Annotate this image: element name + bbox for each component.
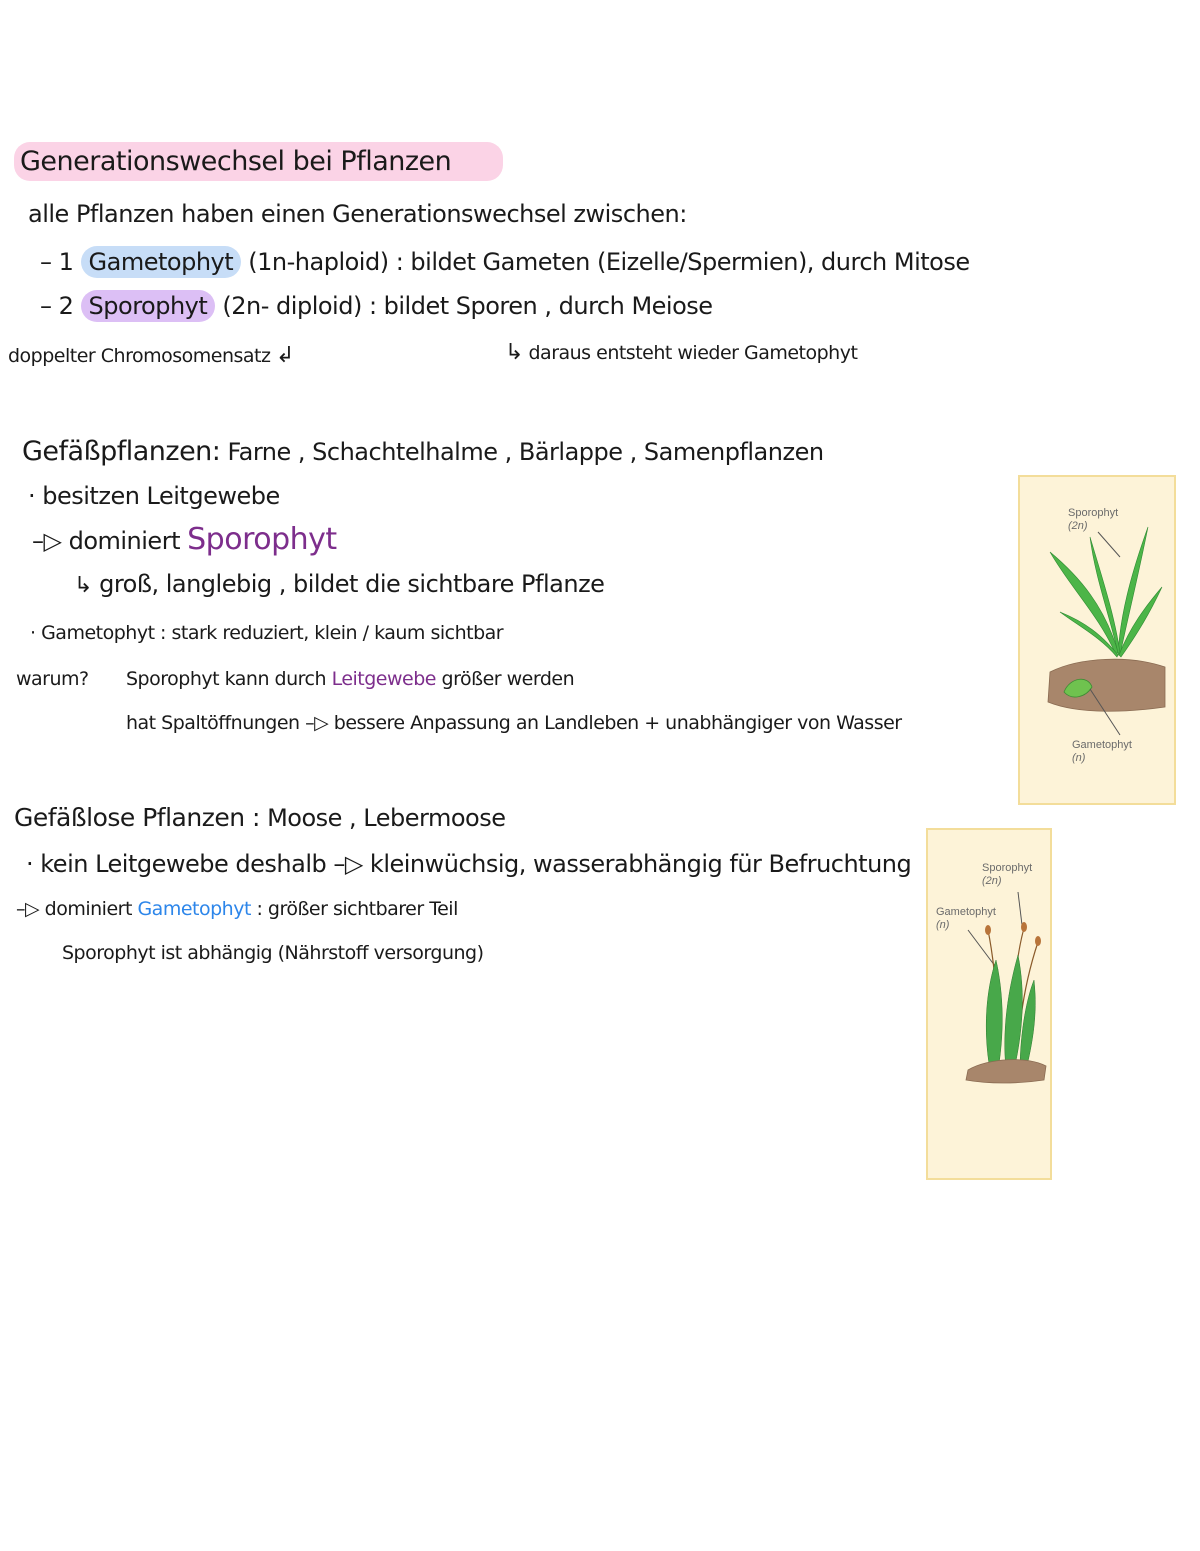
- why-line1-a: Sporophyt kann durch: [126, 668, 327, 690]
- fern-sporophyt-text: Sporophyt: [1068, 507, 1119, 519]
- section3-line2: [16, 898, 458, 920]
- moss-figure: [926, 828, 1052, 1180]
- item1-prefix: – 1: [40, 248, 74, 276]
- why-line1-term: Leitgewebe: [331, 668, 436, 690]
- section3-line2-term: Gametophyt: [137, 898, 251, 920]
- item1-term: Gametophyt: [81, 246, 242, 278]
- section3-line2-prefix: –▷ dominiert: [16, 898, 132, 920]
- section3-title-row: [14, 803, 505, 832]
- hook-arrow-icon: ↳: [505, 340, 523, 365]
- moss-illustration-icon: [928, 830, 1054, 1182]
- section3-title: Gefäßlose Pflanzen :: [14, 803, 260, 832]
- section1-title: Generationswechsel bei Pflanzen: [14, 142, 503, 181]
- fern-figure: [1018, 475, 1176, 805]
- section2-why-line1: [126, 668, 574, 690]
- section1-intro: alle Pflanzen haben einen Generationswechsel zwischen:: [28, 200, 687, 228]
- hook-arrow-icon: ↳: [74, 573, 92, 598]
- section1-item1: [40, 248, 970, 276]
- section3-title-rest: Moose , Lebermoose: [267, 804, 506, 832]
- section2-line3: [74, 570, 604, 598]
- why-line1-b: größer werden: [441, 668, 575, 690]
- fern-gametophyt-text: Gametophyt: [1072, 739, 1132, 751]
- hook-arrow-icon: ↲: [276, 343, 294, 368]
- fern-label-gametophyt: [1072, 739, 1132, 765]
- section2-line2: [32, 522, 337, 557]
- note-left-text: doppelter Chromosomensatz: [8, 345, 271, 367]
- section2-line1: · besitzen Leitgewebe: [28, 482, 280, 510]
- moss-gametophyt-text: Gametophyt: [936, 906, 996, 918]
- item2-rest: (2n- diploid) : bildet Sporen , durch Meiose: [222, 292, 713, 320]
- item2-prefix: – 2: [40, 292, 74, 320]
- section2-title-row: [22, 436, 824, 467]
- item2-term: Sporophyt: [81, 290, 216, 322]
- section2-title: Gefäßpflanzen:: [22, 436, 221, 467]
- section1-note-right: [505, 340, 857, 365]
- moss-sporophyt-text: Sporophyt: [982, 862, 1033, 874]
- section3-line1: · kein Leitgewebe deshalb –▷ kleinwüchsig, wasserabhängig für Befruchtung: [26, 850, 912, 878]
- moss-sporophyt-ploidy: (2n): [982, 875, 1002, 887]
- note-right-text: daraus entsteht wieder Gametophyt: [528, 342, 858, 364]
- section2-why-label: warum?: [16, 668, 89, 690]
- section2-line2-term: Sporophyt: [187, 522, 337, 557]
- section1-note-left: [8, 343, 294, 368]
- section2-line2-prefix: –▷ dominiert: [32, 527, 180, 555]
- item1-rest: (1n-haploid) : bildet Gameten (Eizelle/Spermien), durch Mitose: [248, 248, 970, 276]
- section2-line4: · Gametophyt : stark reduziert, klein / kaum sichtbar: [30, 622, 504, 644]
- fern-sporophyt-ploidy: (2n): [1068, 520, 1088, 532]
- fern-gametophyt-ploidy: (n): [1072, 752, 1086, 764]
- moss-gametophyt-ploidy: (n): [936, 919, 950, 931]
- section3-line3: Sporophyt ist abhängig (Nährstoff versorgung): [62, 942, 484, 964]
- section3-line2-rest: : größer sichtbarer Teil: [256, 898, 458, 920]
- section1-title-wrap: [14, 146, 503, 177]
- section2-line3-text: groß, langlebig , bildet die sichtbare Pflanze: [99, 570, 605, 598]
- section1-item2: [40, 292, 713, 320]
- section2-title-rest: Farne , Schachtelhalme , Bärlappe , Samenpflanzen: [227, 438, 824, 466]
- section2-why-line2: hat Spaltöffnungen –▷ bessere Anpassung an Landleben + unabhängiger von Wasser: [126, 712, 902, 734]
